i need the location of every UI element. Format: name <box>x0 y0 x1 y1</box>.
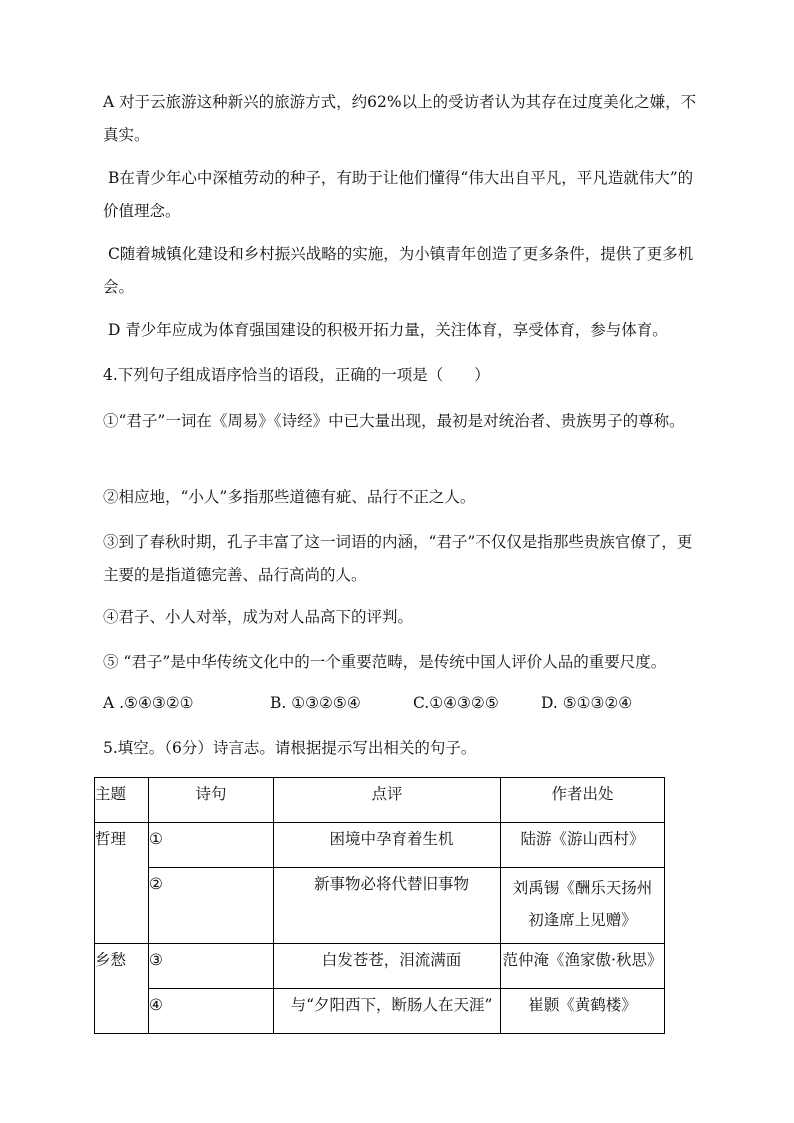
verse-number: ④ <box>149 996 163 1014</box>
table-row <box>95 823 665 868</box>
sentence-2: ②相应地，“小人”多指那些道德有疵、品行不正之人。 <box>103 488 476 506</box>
source-cell: 陆游《游山西村》 <box>501 823 665 868</box>
table-row <box>95 989 665 1034</box>
table-header-row <box>95 778 665 823</box>
verse-blank[interactable] <box>149 989 274 1034</box>
source-cell: 刘禹锡《酬乐天扬州初逢席上见赠》 <box>501 868 665 944</box>
comment-cell: 困境中孕育着生机 <box>274 823 501 868</box>
choice-d: D. ⑤①③②④ <box>541 694 633 712</box>
source-cell: 范仲淹《渔家傲·秋思》 <box>501 944 665 989</box>
sentence-4: ④君子、小人对举，成为对人品高下的评判。 <box>103 608 414 626</box>
question-5-stem: 5.填空。（6分）诗言志。请根据提示写出相关的句子。 <box>103 739 477 757</box>
verse-blank[interactable] <box>149 868 274 944</box>
theme-cell: 哲理 <box>95 823 149 944</box>
header-source: 作者出处 <box>501 778 665 823</box>
table-row <box>95 868 665 944</box>
verse-number: ② <box>149 875 163 893</box>
verse-number: ③ <box>149 951 163 969</box>
sentence-5: ⑤ “君子”是中华传统文化中的一个重要范畴，是传统中国人评价人品的重要尺度。 <box>103 653 667 671</box>
header-comment: 点评 <box>274 778 501 823</box>
choice-b: B. ①③②⑤④ <box>270 694 361 712</box>
comment-cell: 新事物必将代替旧事物 <box>274 868 501 944</box>
verse-number: ① <box>149 830 163 848</box>
header-theme: 主题 <box>95 778 149 823</box>
verse-blank[interactable] <box>149 823 274 868</box>
choice-a: A .⑤④③②① <box>103 694 194 712</box>
header-verse: 诗句 <box>149 778 274 823</box>
table-row <box>95 944 665 989</box>
choice-c: C.①④③②⑤ <box>413 694 499 712</box>
poetry-table <box>94 777 665 1034</box>
comment-cell: 与“夕阳西下，断肠人在天涯” <box>274 989 501 1034</box>
verse-blank[interactable] <box>149 944 274 989</box>
option-d: D 青少年应成为体育强国建设的积极开拓力量，关注体育，享受体育，参与体育。 <box>103 321 668 339</box>
theme-cell: 乡愁 <box>95 944 149 1034</box>
sentence-1: ①“君子”一词在《周易》《诗经》中已大量出现，最初是对统治者、贵族男子的尊称。 <box>103 412 685 430</box>
source-cell: 崔颢《黄鹤楼》 <box>501 989 665 1034</box>
question-4-stem: 4.下列句子组成语序恰当的语段，正确的一项是（ ） <box>103 366 490 384</box>
option-c: C随着城镇化建设和乡村振兴战略的实施，为小镇青年创造了更多条件，提供了更多机会。 <box>103 245 694 296</box>
comment-cell: 白发苍苍，泪流满面 <box>274 944 501 989</box>
option-b: B在青少年心中深植劳动的种子，有助于让他们懂得“伟大出自平凡，平凡造就伟大”的价值理念。 <box>103 169 694 220</box>
option-a: A 对于云旅游这种新兴的旅游方式，约62%以上的受访者认为其存在过度美化之嫌，不真实。 <box>103 93 697 144</box>
sentence-3: ③到了春秋时期，孔子丰富了这一词语的内涵，“君子”不仅仅是指那些贵族官僚了，更主要的是指道德完善、品行高尚的人。 <box>103 533 693 584</box>
